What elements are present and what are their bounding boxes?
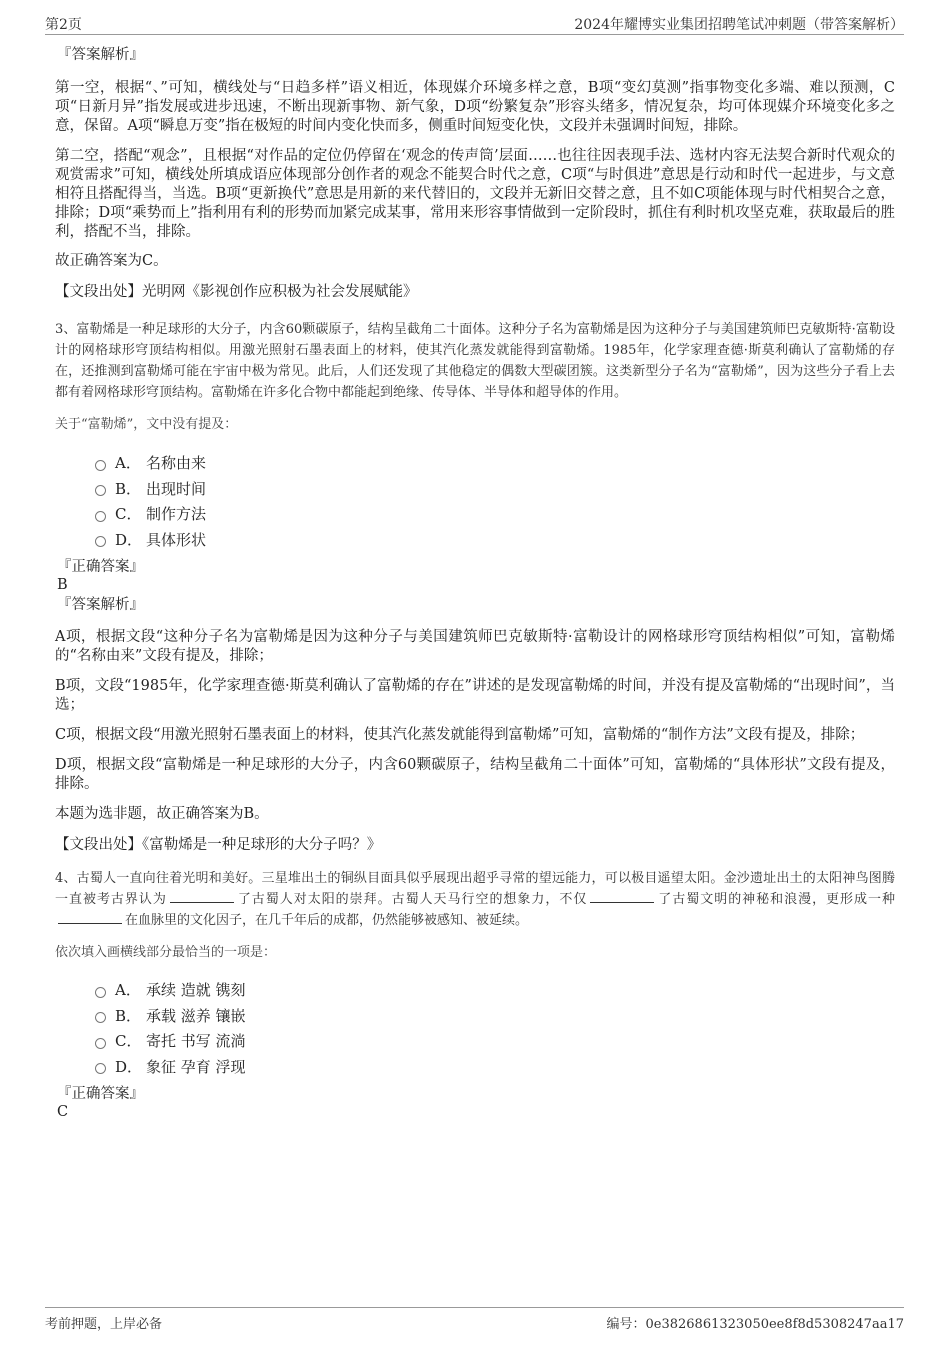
option-text: 出现时间 xyxy=(146,479,207,498)
q3-option-c[interactable] xyxy=(95,501,895,527)
option-text: 名称由来 xyxy=(146,454,207,473)
q3-options xyxy=(95,450,895,552)
q3-option-d[interactable] xyxy=(95,527,895,553)
option-letter: D． xyxy=(115,530,143,549)
q4-options xyxy=(95,977,895,1079)
option-letter: C． xyxy=(115,1032,142,1051)
fill-blank-3 xyxy=(58,911,122,924)
q3-source: 【文段出处】《富勒烯是一种足球形的大分子吗？》 xyxy=(55,837,382,853)
document-title: 2024年耀博实业集团招聘笔试冲刺题（带答案解析） xyxy=(574,17,904,33)
q3-option-a[interactable] xyxy=(95,450,895,476)
header-divider xyxy=(45,34,904,35)
q4-option-c[interactable] xyxy=(95,1028,895,1054)
q4-stem-part-4: 在血脉里的文化因子，在几千年后的成都，仍然能够被感知、被延续。 xyxy=(125,913,529,928)
q2-source: 【文段出处】光明网《影视创作应积极为社会发展赋能》 xyxy=(55,284,418,300)
q4-answer: C xyxy=(57,1104,69,1120)
document-id: 编号：0e3826861323050ee8f8d5308247aa17 xyxy=(606,1317,904,1332)
radio-button-icon[interactable] xyxy=(95,460,106,471)
q4-stem-part-3: 了古蜀文明的神秘和浪漫，更形成一种 xyxy=(657,892,895,907)
q3-analysis-c: C项，根据文段“用激光照射石墨表面上的材料，使其汽化蒸发就能得到富勒烯”可知，富勒烯的“制作方法”文段有提及，排除； xyxy=(55,727,865,743)
q2-section xyxy=(55,46,895,302)
option-text: 象征 孕育 浮现 xyxy=(146,1057,246,1076)
q3-answer-label: 『正确答案』 xyxy=(57,559,144,575)
radio-button-icon[interactable] xyxy=(95,1038,106,1049)
q3-analysis-b: B项，文段“1985年，化学家理查德·斯莫利确认了富勒烯的存在”讲述的是发现富勒烯的时间，并没有提及富勒烯的“出现时间”，当选； xyxy=(55,678,895,713)
radio-button-icon[interactable] xyxy=(95,511,106,522)
option-text: 制作方法 xyxy=(146,505,207,524)
option-letter: D． xyxy=(115,1057,143,1076)
footer-slogan: 考前押题，上岸必备 xyxy=(45,1317,163,1332)
q4-stem-part-1: 4、古蜀人一直向往着光明和美好。三星堆出土的铜纵目面具似乎展现出超乎寻常的望远能力，可以极目遥望太阳。金沙遗址出土的太阳神鸟图腾一直被考古界认为 xyxy=(55,871,895,907)
q4-option-b[interactable] xyxy=(95,1003,895,1029)
option-letter: C． xyxy=(115,505,142,524)
option-text: 具体形状 xyxy=(146,530,207,549)
q2-analysis-paragraph-2: 第二空，搭配“观念”，且根据“对作品的定位仍停留在‘观念的传声筒’层面……也往往因表现手法、选材内容无法契合新时代观众的观赏需求”可知，横线处所填成语应体现部分创作者的观念不能契合时代之意，C项“与时俱进”意思是行动和时代一起进步，与文意相符且搭配得当，当选。B项“更新换代”意思是用新的来代替旧的，文段并无新旧交替之意，且不如C项能体现与时代相契合之意，排除；D项“乘势而上”指利用有利的形势而加紧完成某事，常用来形容事情做到一定阶段时，抓住有利时机攻坚克难，获取最后的胜利，搭配不当，排除。 xyxy=(55,148,895,240)
q3-section xyxy=(55,319,895,855)
option-letter: A． xyxy=(115,454,141,473)
q3-question: 关于“富勒烯”，文中没有提及： xyxy=(55,417,238,432)
page-content xyxy=(55,46,895,1121)
q4-option-a[interactable] xyxy=(95,977,895,1003)
q2-analysis-label: 『答案解析』 xyxy=(57,47,144,63)
radio-button-icon[interactable] xyxy=(95,987,106,998)
q3-analysis-label: 『答案解析』 xyxy=(57,597,144,613)
fill-blank-2 xyxy=(590,890,654,903)
option-letter: B． xyxy=(115,1006,142,1025)
radio-button-icon[interactable] xyxy=(95,1063,106,1074)
option-letter: A． xyxy=(115,981,141,1000)
q4-answer-label: 『正确答案』 xyxy=(57,1086,144,1102)
q4-option-d[interactable] xyxy=(95,1054,895,1080)
q3-analysis-a: A项，根据文段“这种分子名为富勒烯是因为这种分子与美国建筑师巴克敏斯特·富勒设计的网格球形穹顶结构相似”可知，富勒烯的“名称由来”文段有提及，排除； xyxy=(55,629,895,664)
q3-answer: B xyxy=(57,577,68,593)
q3-stem: 3、富勒烯是一种足球形的大分子，内含60颗碳原子，结构呈截角二十面体。这种分子名为富勒烯是因为这种分子与美国建筑师巴克敏斯特·富勒设计的网格球形穹顶结构相似。用激光照射石墨表面上的材料，使其汽化蒸发就能得到富勒烯。1985年，化学家理查德·斯莫利确认了富勒烯的存在，还推测到富勒烯可能在宇宙中极为常见。此后，人们还发现了其他稳定的偶数大型碳团簇。这类新型分子名为“富勒烯”，因为这些分子看上去都有着网格球形穹顶结构。富勒烯在许多化合物中都能起到绝缘、传导体、半导体和超导体的作用。 xyxy=(55,322,895,400)
page-number: 第2页 xyxy=(45,17,82,33)
q4-stem-part-2: 了古蜀人对太阳的崇拜。古蜀人天马行空的想象力，不仅 xyxy=(236,892,588,907)
option-text: 寄托 书写 流淌 xyxy=(146,1032,246,1051)
option-letter: B． xyxy=(115,479,142,498)
q4-section xyxy=(55,868,895,1121)
radio-button-icon[interactable] xyxy=(95,536,106,547)
q3-analysis-d: D项，根据文段“富勒烯是一种足球形的大分子，内含60颗碳原子，结构呈截角二十面体”可知，富勒烯的“具体形状”文段有提及，排除。 xyxy=(55,757,895,792)
option-text: 承续 造就 镌刻 xyxy=(146,981,246,1000)
q2-analysis-paragraph-1: 第一空，根据“、”可知，横线处与“日趋多样”语义相近，体现媒介环境多样之意，B项“变幻莫测”指事物变化多端、难以预测，C项“日新月异”指发展或进步迅速，不断出现新事物、新气象，D项“纷繁复杂”形容头绪多，情况复杂，均可体现媒介环境变化多之意，保留。A项“瞬息万变”指在极短的时间内变化快而多，侧重时间短变化快，文段并未强调时间短，排除。 xyxy=(55,80,895,134)
option-text: 承载 滋养 镶嵌 xyxy=(146,1006,246,1025)
q4-question: 依次填入画横线部分最恰当的一项是： xyxy=(55,945,277,960)
footer-divider xyxy=(45,1307,904,1308)
q2-conclusion: 故正确答案为C。 xyxy=(55,253,168,269)
radio-button-icon[interactable] xyxy=(95,1012,106,1023)
q3-conclusion: 本题为选非题，故正确答案为B。 xyxy=(55,806,269,822)
fill-blank-1 xyxy=(170,890,234,903)
q3-option-b[interactable] xyxy=(95,476,895,502)
q4-stem xyxy=(55,868,895,931)
radio-button-icon[interactable] xyxy=(95,485,106,496)
